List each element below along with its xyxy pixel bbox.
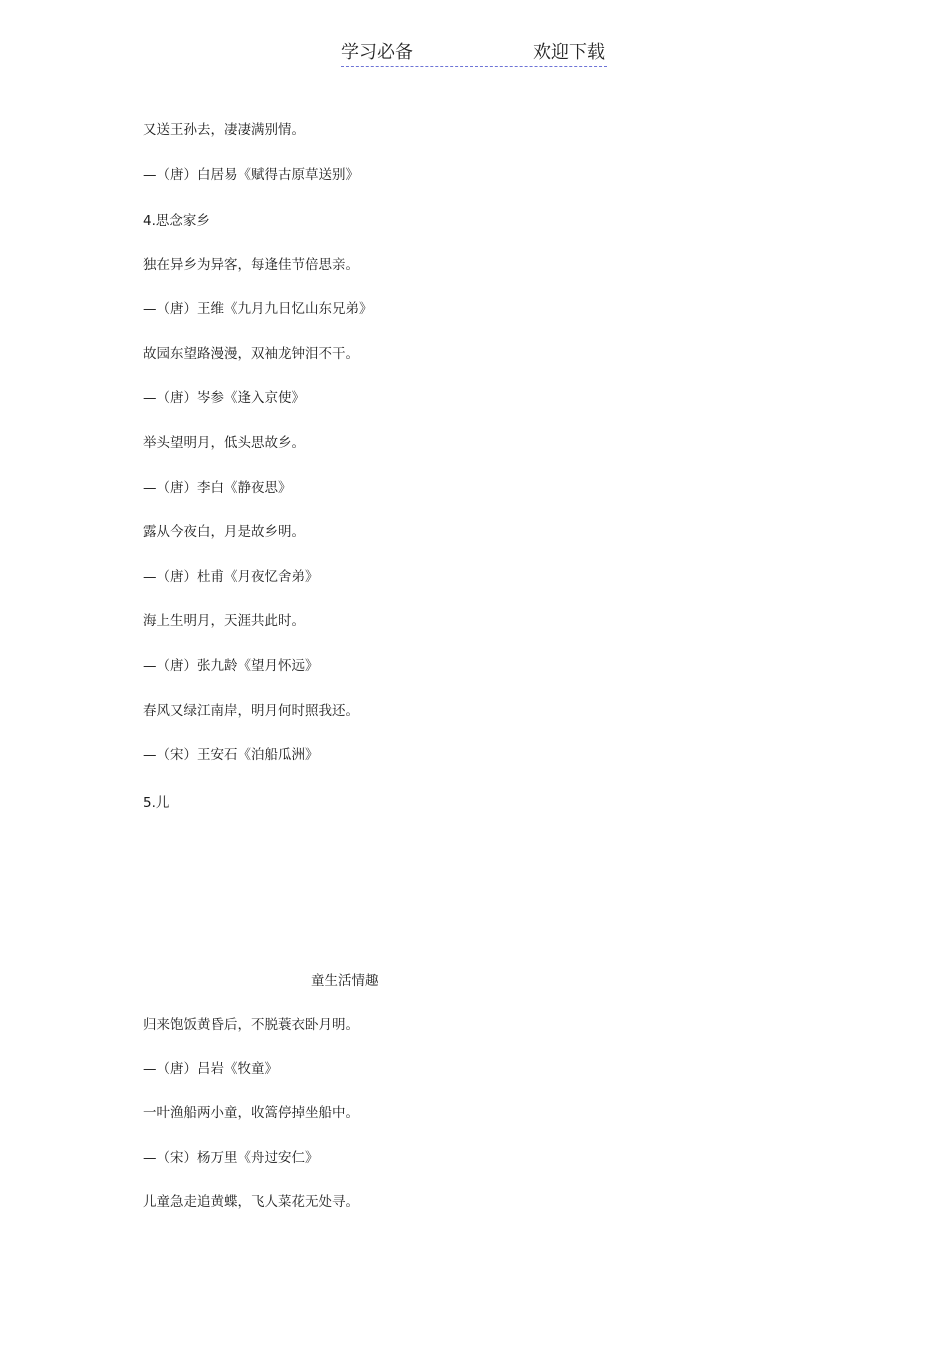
poem-line: 春风又绿江南岸，明月何时照我还。 [143,703,359,719]
poem-line: 独在异乡为异客，每逢佳节倍思亲。 [143,257,359,273]
attribution-line: —（唐）王维《九月九日忆山东兄弟》 [143,301,373,317]
poem-line: 一叶渔船两小童，收篙停掉坐船中。 [143,1105,359,1121]
poem-line: 又送王孙去，凄凄满别情。 [143,122,305,138]
attribution-line: —（唐）白居易《赋得古原草送别》 [143,167,359,183]
attribution-line: —（唐）李白《静夜思》 [143,480,292,496]
section-heading: 5.儿 [143,795,170,811]
poem-line: 归来饱饭黄昏后，不脱蓑衣卧月明。 [143,1017,359,1033]
attribution-line: —（唐）吕岩《牧童》 [143,1061,278,1077]
attribution-line: —（唐）张九龄《望月怀远》 [143,658,319,674]
header-right-text: 欢迎下载 [533,42,605,63]
attribution-line: —（唐）岑参《逢入京使》 [143,390,305,406]
poem-line: 举头望明月，低头思故乡。 [143,435,305,451]
poem-line: 露从今夜白，月是故乡明。 [143,524,305,540]
section-heading: 4.思念家乡 [143,213,210,229]
poem-line: 故园东望路漫漫，双袖龙钟泪不干。 [143,346,359,362]
section-heading-continued: 童生活情趣 [311,973,379,989]
poem-line: 儿童急走追黄蝶，飞人菜花无处寻。 [143,1194,359,1210]
page-header [341,41,607,67]
attribution-line: —（宋）王安石《泊船瓜洲》 [143,747,319,763]
poem-line: 海上生明月，天涯共此时。 [143,613,305,629]
attribution-line: —（唐）杜甫《月夜忆舍弟》 [143,569,319,585]
attribution-line: —（宋）杨万里《舟过安仁》 [143,1150,319,1166]
header-left-text: 学习必备 [341,42,413,63]
